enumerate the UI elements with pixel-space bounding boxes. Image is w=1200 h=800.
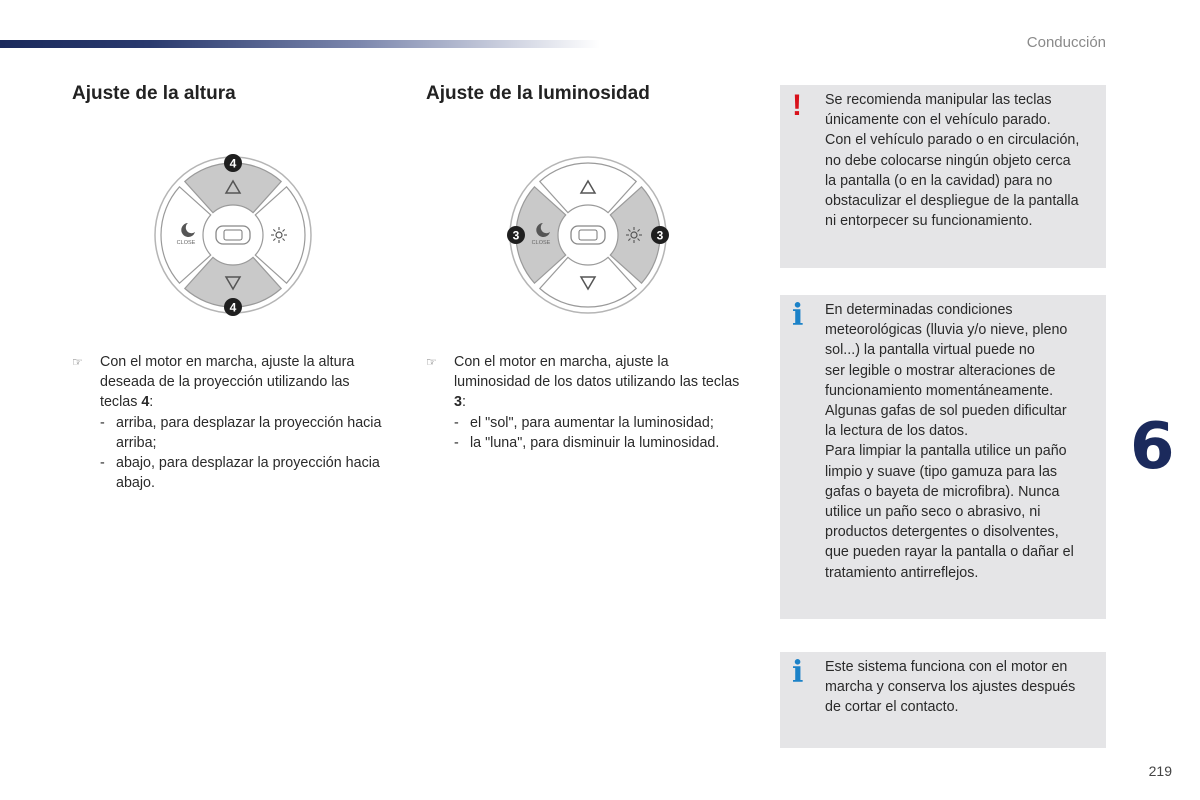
warning-exclamation-icon: !: [792, 89, 802, 122]
callout-down: [224, 298, 242, 316]
center-display-button: [571, 226, 605, 244]
hand-pointer-icon: ☞: [426, 355, 437, 369]
close-label: CLOSE: [531, 240, 551, 246]
list-item: - arriba, para desplazar la proyección hacia arriba;: [100, 414, 382, 451]
list-item: - el "sol", para aumentar la luminosidad;: [454, 414, 714, 431]
info-icon: i: [792, 655, 804, 690]
callout-number: 3: [656, 228, 664, 243]
callout-right: [651, 226, 669, 244]
height-adjust-control-diagram: [148, 150, 318, 320]
close-label: CLOSE: [176, 240, 196, 246]
brightness-adjust-text: Con el motor en marcha, ajuste la luminosidad de los datos utilizando las teclas 3:: [454, 354, 740, 411]
center-display-button: [216, 226, 250, 244]
brightness-adjust-control-diagram: [503, 150, 673, 320]
page-number: 219: [1148, 763, 1172, 779]
warning-note-text: Se recomienda manipular las teclas únicamente con el vehículo parado. Con el vehículo parado o en circulación, no debe colocarse ningún objeto cerca la pantalla (o en la cavidad) para no obstaculizar el despliegue de la pantalla ni entorpecer su funcionamiento.: [825, 92, 1080, 230]
header-accent-bar: [0, 40, 600, 48]
info-icon: i: [792, 298, 804, 333]
info-note-text: Este sistema funciona con el motor en marcha y conserva los ajustes después de cortar el contacto.: [825, 659, 1076, 716]
callout-number: 4: [229, 156, 237, 171]
brightness-adjust-title: Ajuste de la luminosidad: [426, 83, 650, 104]
brightness-adjust-instructions: [426, 352, 746, 453]
hand-pointer-icon: ☞: [72, 355, 83, 369]
callout-left: [507, 226, 525, 244]
list-item: - la "luna", para disminuir la luminosidad.: [454, 434, 720, 451]
section-name: Conducción: [1026, 34, 1106, 51]
height-adjust-text: Con el motor en marcha, ajuste la altura deseada de la proyección utilizando las teclas 4:: [100, 354, 355, 411]
info-note-system: [780, 652, 1106, 748]
list-item: - abajo, para desplazar la proyección hacia abajo.: [100, 455, 380, 492]
info-note-text: En determinadas condiciones meteorológicas (lluvia y/o nieve, pleno sol...) la pantalla virtual puede no ser legible o mostrar alteraciones de funcionamiento momentáneamente. Algunas gafas de sol pueden dificultar la lectura de los datos. Para limpiar la pantalla utilice un paño limpio y suave (tipo gamuza para las gafas o bayeta de microfibra). Nunca utilice un paño seco o abrasivo, ni productos detergentes o disolventes, que pueden rayar la pantalla o dañar el tratamiento antirreflejos.: [825, 302, 1074, 581]
chapter-number: 6: [1130, 410, 1175, 484]
warning-note: [780, 85, 1106, 268]
height-adjust-instructions: [72, 352, 382, 493]
callout-number: 3: [512, 228, 520, 243]
height-adjust-title: Ajuste de la altura: [72, 83, 236, 104]
info-note-visibility: [780, 295, 1106, 619]
callout-number: 4: [229, 300, 237, 315]
callout-up: [224, 154, 242, 172]
